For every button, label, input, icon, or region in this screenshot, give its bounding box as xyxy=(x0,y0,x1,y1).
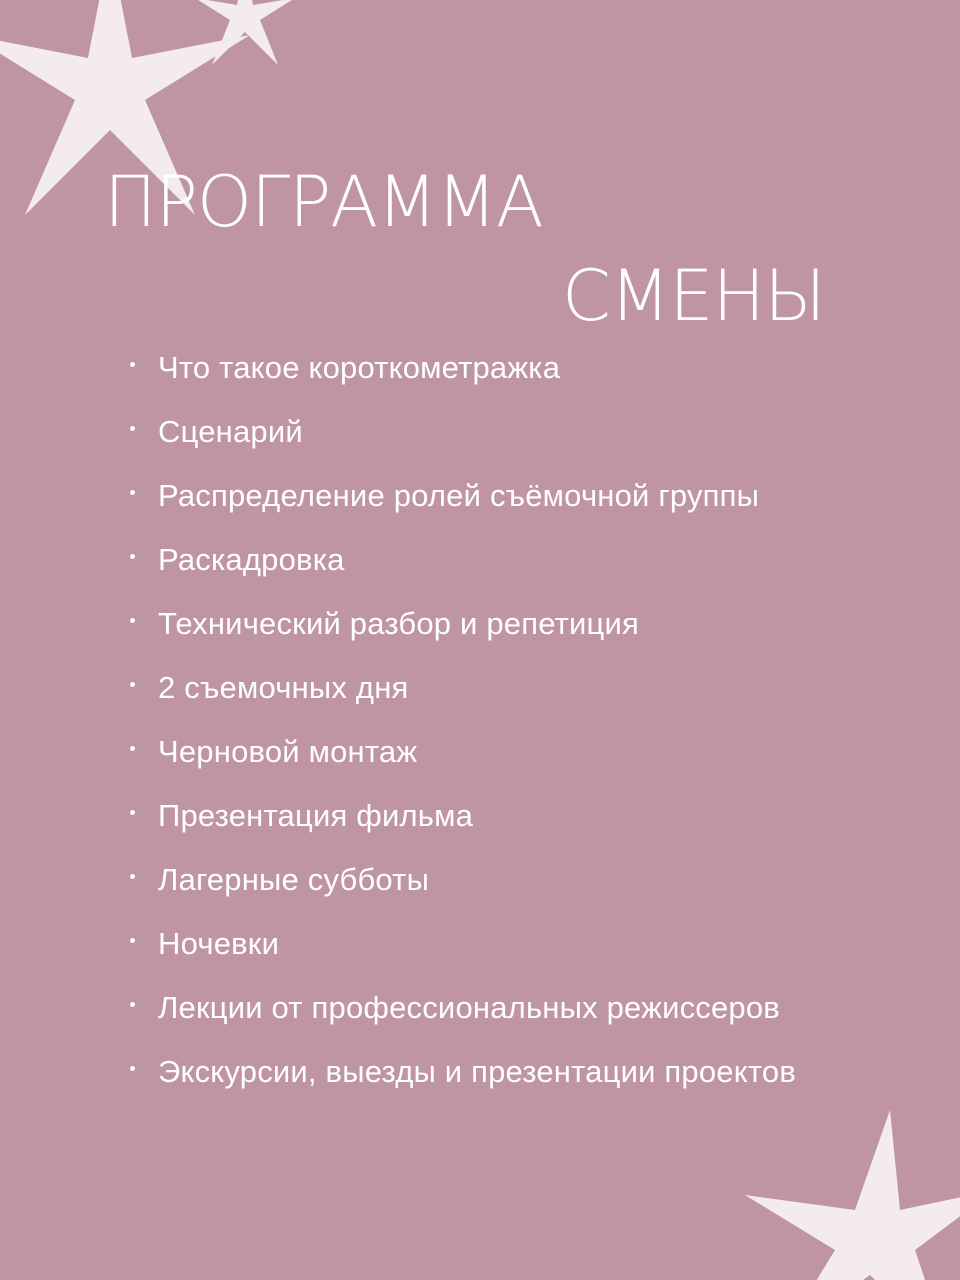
list-item-label: Технический разбор и репетиция xyxy=(158,606,640,641)
list-item-label: Лагерные субботы xyxy=(158,862,430,897)
list-item-label: 2 съемочных дня xyxy=(158,670,409,705)
bullet-dot xyxy=(130,1066,135,1071)
list-item-label: Черновой монтаж xyxy=(158,734,418,769)
bullet-dot xyxy=(130,490,135,495)
list-item-label: Ночевки xyxy=(158,926,280,961)
bullet-dot xyxy=(130,426,135,431)
star-icon xyxy=(740,1100,960,1280)
list-item-label: Лекции от профессиональных режиссеров xyxy=(158,990,780,1025)
list-item-label: Сценарий xyxy=(158,414,303,449)
list-item-label: Раскадровка xyxy=(158,542,345,577)
bullet-dot xyxy=(130,682,135,687)
list-item-label: Распределение ролей съёмочной группы xyxy=(158,478,760,513)
page-title-line-2: СМЕНЫ xyxy=(562,255,825,337)
bullet-dot xyxy=(130,362,135,367)
list-item-label: Экскурсии, выезды и презентации проектов xyxy=(158,1054,796,1089)
bullet-dot xyxy=(130,1002,135,1007)
bullet-dot xyxy=(130,554,135,559)
star-icon xyxy=(190,0,300,70)
page-title-line-1: ПРОГРАММА xyxy=(104,161,543,243)
bullet-dot xyxy=(130,746,135,751)
bullet-dot xyxy=(130,618,135,623)
list-item-label: Что такое короткометражка xyxy=(158,350,561,385)
bullet-dot xyxy=(130,938,135,943)
list-item-label: Презентация фильма xyxy=(158,798,474,833)
bullet-dot xyxy=(130,810,135,815)
bullet-dot xyxy=(130,874,135,879)
